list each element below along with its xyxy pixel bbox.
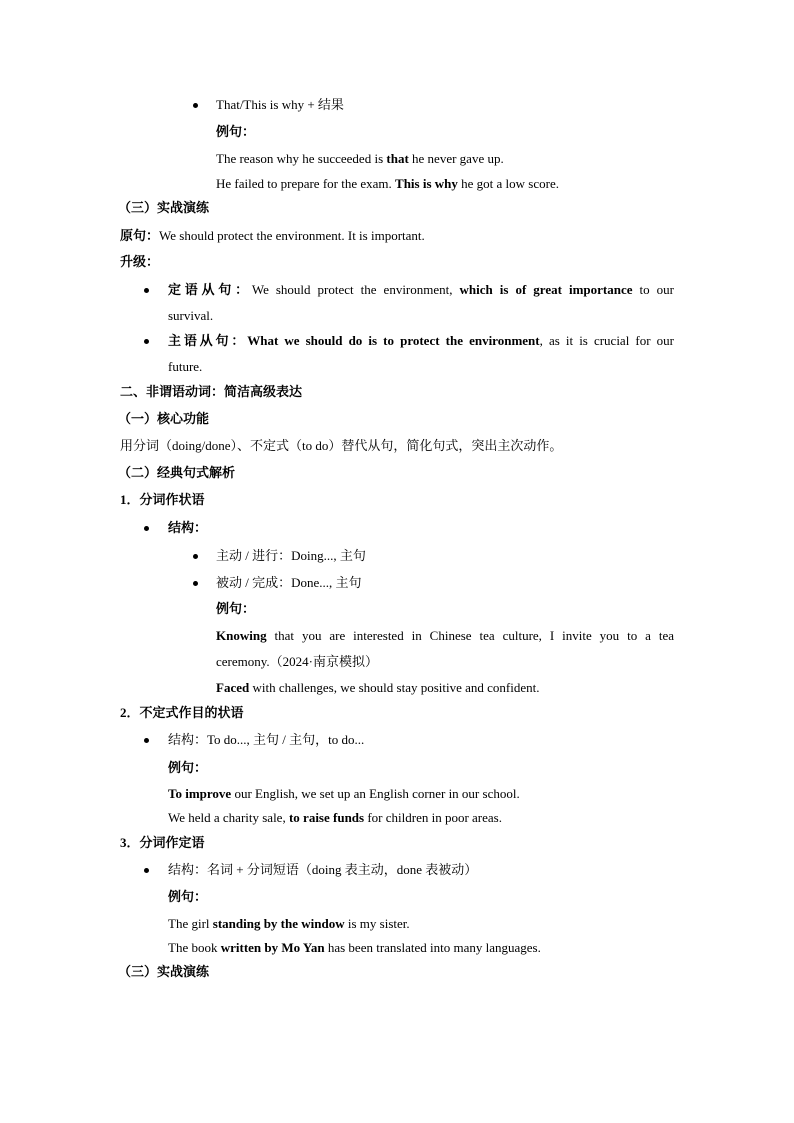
- bullet-icon: [144, 526, 149, 531]
- participle-example-1: Knowing that you are interested in Chinese tea culture, I invite you to a tea: [216, 628, 674, 643]
- structure-label: 结构：: [168, 520, 208, 535]
- passive-structure: 被动 / 完成：Done..., 主句: [216, 575, 362, 590]
- infinitive-example-2: We held a charity sale, to raise funds for children in poor areas.: [168, 810, 502, 825]
- attributive-structure: 结构：名词 + 分词短语（doing 表主动，done 表被动）: [168, 862, 478, 877]
- upgrade-item-subject: 主语从句：What we should do is to protect the environment, as it is crucial for our: [168, 333, 674, 348]
- example-label: 例句：: [216, 601, 256, 616]
- attributive-example-2: The book written by Mo Yan has been translated into many languages.: [168, 940, 541, 955]
- upgrade-item-attributive-cont: survival.: [168, 308, 214, 323]
- example-label: 例句：: [168, 889, 208, 904]
- upgrade-item-subject-cont: future.: [168, 359, 203, 374]
- infinitive-purpose-heading: 2．不定式作目的状语: [120, 705, 244, 720]
- original-sentence: 原句：We should protect the environment. It is important.: [120, 228, 425, 243]
- example-label: 例句：: [168, 760, 208, 775]
- participle-attributive-heading: 3．分词作定语: [120, 835, 205, 850]
- participle-example-1-cont: ceremony.（2024·南京模拟）: [216, 654, 378, 669]
- practice-heading: （三）实战演练: [118, 200, 210, 215]
- bullet-icon: [193, 581, 198, 586]
- infinitive-structure: 结构：To do..., 主句 / 主句，to do...: [168, 732, 365, 747]
- participle-example-2: Faced with challenges, we should stay positive and confident.: [216, 680, 540, 695]
- practice-heading: （三）实战演练: [118, 964, 210, 979]
- upgrade-label: 升级：: [120, 254, 160, 269]
- participle-adverbial-heading: 1．分词作状语: [120, 492, 205, 507]
- section-heading: 二、非谓语动词：简洁高级表达: [120, 384, 303, 399]
- bullet-icon: [144, 288, 149, 293]
- bullet-icon: [144, 868, 149, 873]
- bullet-icon: [193, 103, 198, 108]
- example-sentence-2: He failed to prepare for the exam. This is why he got a low score.: [216, 176, 559, 191]
- example-sentence-1: The reason why he succeeded is that he never gave up.: [216, 151, 504, 166]
- infinitive-example-1: To improve our English, we set up an English corner in our school.: [168, 786, 520, 801]
- example-label: 例句：: [216, 124, 256, 139]
- bullet-icon: [144, 339, 149, 344]
- active-structure: 主动 / 进行：Doing..., 主句: [216, 548, 366, 563]
- bullet-icon: [193, 554, 198, 559]
- upgrade-item-attributive: 定语从句：We should protect the environment, which is of great importance to our: [168, 282, 674, 297]
- classic-patterns-heading: （二）经典句式解析: [118, 465, 236, 480]
- why-bullet-text: That/This is why + 结果: [216, 97, 344, 112]
- core-function-text: 用分词（doing/done）、不定式（to do）替代从句，简化句式，突出主次动作。: [120, 438, 563, 453]
- attributive-example-1: The girl standing by the window is my sister.: [168, 916, 410, 931]
- bullet-icon: [144, 738, 149, 743]
- core-function-heading: （一）核心功能: [118, 411, 210, 426]
